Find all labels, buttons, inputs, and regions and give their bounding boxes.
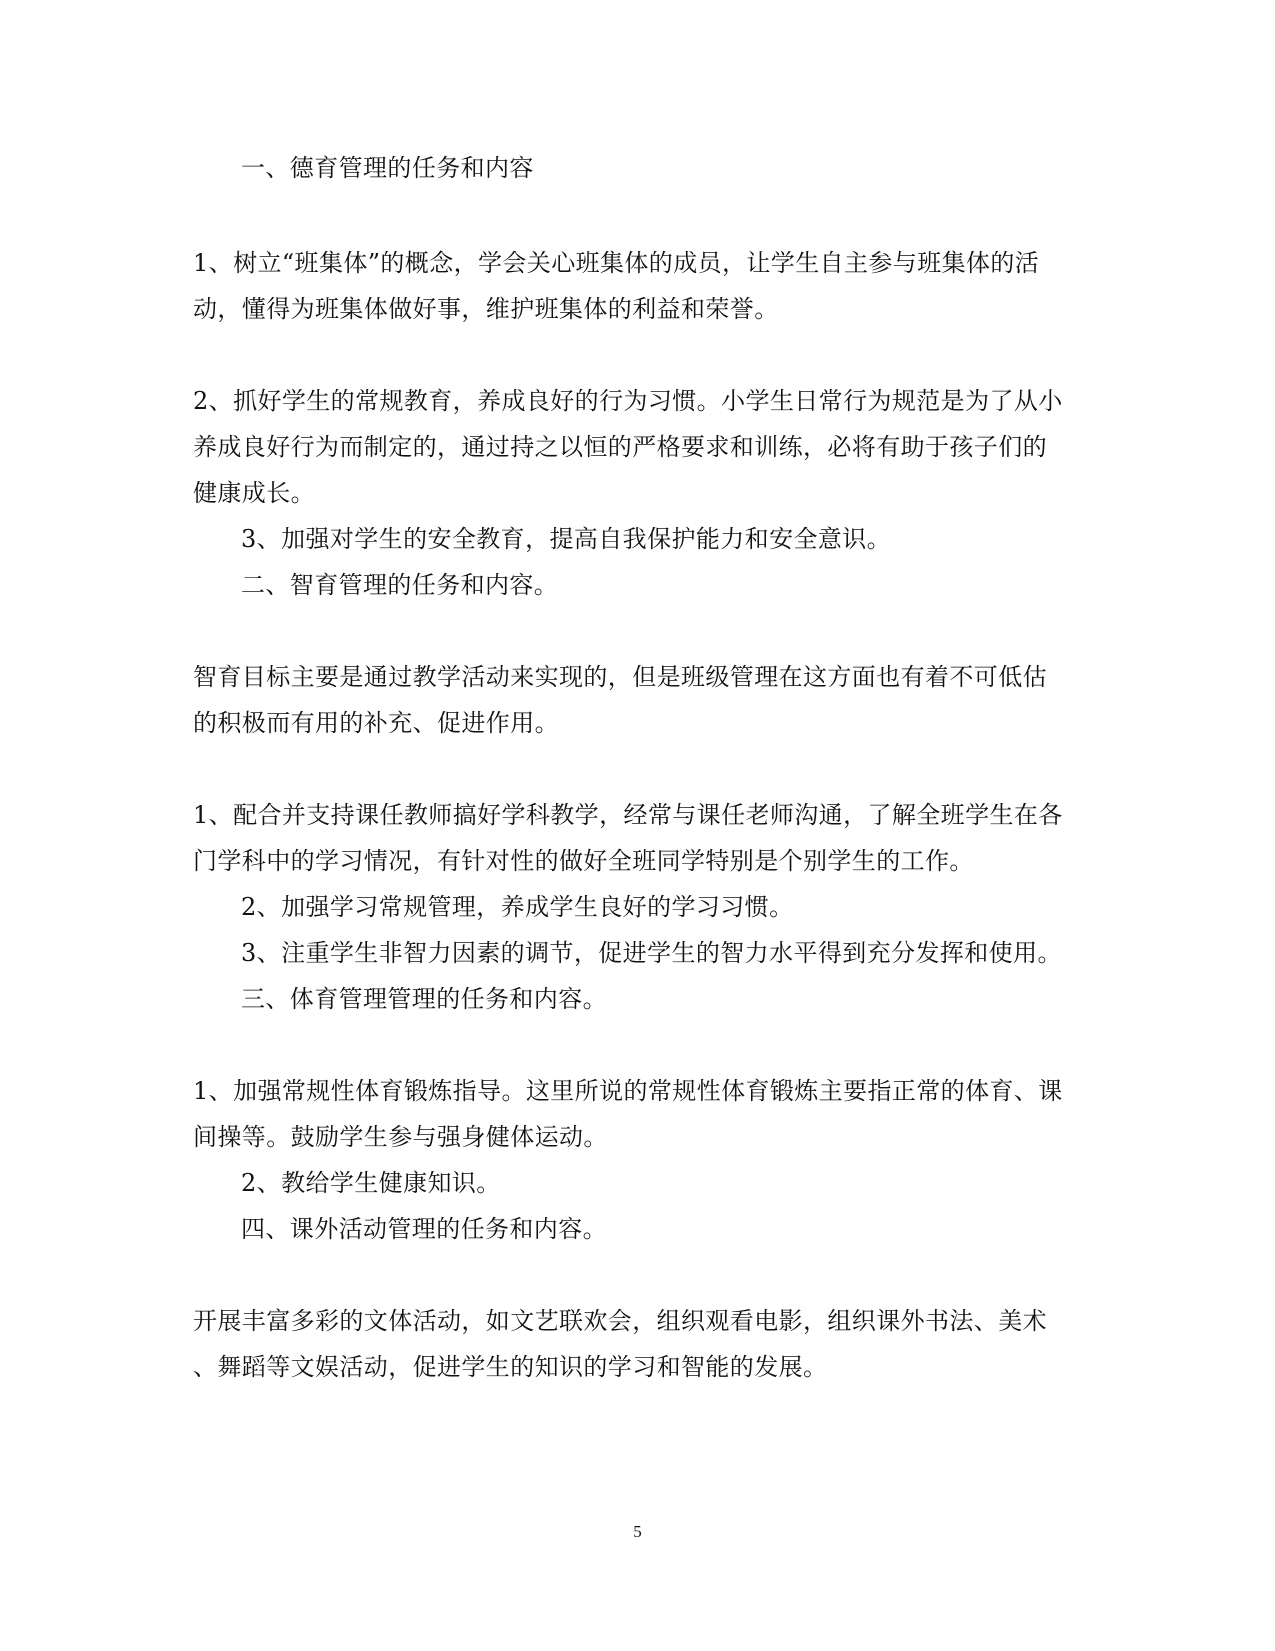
paragraph-line: 1、树立“班集体”的概念，学会关心班集体的成员，让学生自主参与班集体的活	[193, 249, 1040, 277]
paragraph-line: 养成良好行为而制定的，通过持之以恒的严格要求和训练，必将有助于孩子们的	[193, 433, 1047, 461]
section-heading-intellectual-education: 二、智育管理的任务和内容。	[241, 571, 559, 599]
paragraph-line: 间操等。鼓励学生参与强身健体运动。	[193, 1123, 608, 1151]
paragraph-line: 开展丰富多彩的文体活动，如文艺联欢会，组织观看电影，组织课外书法、美术	[193, 1307, 1047, 1335]
paragraph-line: 、舞蹈等文娱活动，促进学生的知识的学习和智能的发展。	[193, 1353, 828, 1381]
paragraph-line: 3、注重学生非智力因素的调节，促进学生的智力水平得到充分发挥和使用。	[241, 939, 1062, 967]
paragraph-line: 2、教给学生健康知识。	[241, 1169, 501, 1197]
paragraph-line: 1、配合并支持课任教师搞好学科教学，经常与课任老师沟通，了解全班学生在各	[193, 801, 1063, 829]
paragraph-line: 动，懂得为班集体做好事，维护班集体的利益和荣誉。	[193, 295, 779, 323]
paragraph-line: 智育目标主要是通过教学活动来实现的，但是班级管理在这方面也有着不可低估	[193, 663, 1047, 691]
paragraph-line: 的积极而有用的补充、促进作用。	[193, 709, 559, 737]
paragraph-line: 健康成长。	[193, 479, 315, 507]
section-heading-moral-education: 一、德育管理的任务和内容	[241, 154, 534, 182]
paragraph-line: 1、加强常规性体育锻炼指导。这里所说的常规性体育锻炼主要指正常的体育、课	[193, 1077, 1063, 1105]
page-number: 5	[633, 1522, 642, 1541]
paragraph-line: 2、抓好学生的常规教育，养成良好的行为习惯。小学生日常行为规范是为了从小	[193, 387, 1063, 415]
section-heading-physical-education: 三、体育管理管理的任务和内容。	[241, 985, 607, 1013]
paragraph-line: 2、加强学习常规管理，养成学生良好的学习习惯。	[241, 893, 794, 921]
paragraph-line: 门学科中的学习情况，有针对性的做好全班同学特别是个别学生的工作。	[193, 847, 974, 875]
paragraph-line: 3、加强对学生的安全教育，提高自我保护能力和安全意识。	[241, 525, 892, 553]
section-heading-extracurricular: 四、课外活动管理的任务和内容。	[241, 1215, 607, 1243]
